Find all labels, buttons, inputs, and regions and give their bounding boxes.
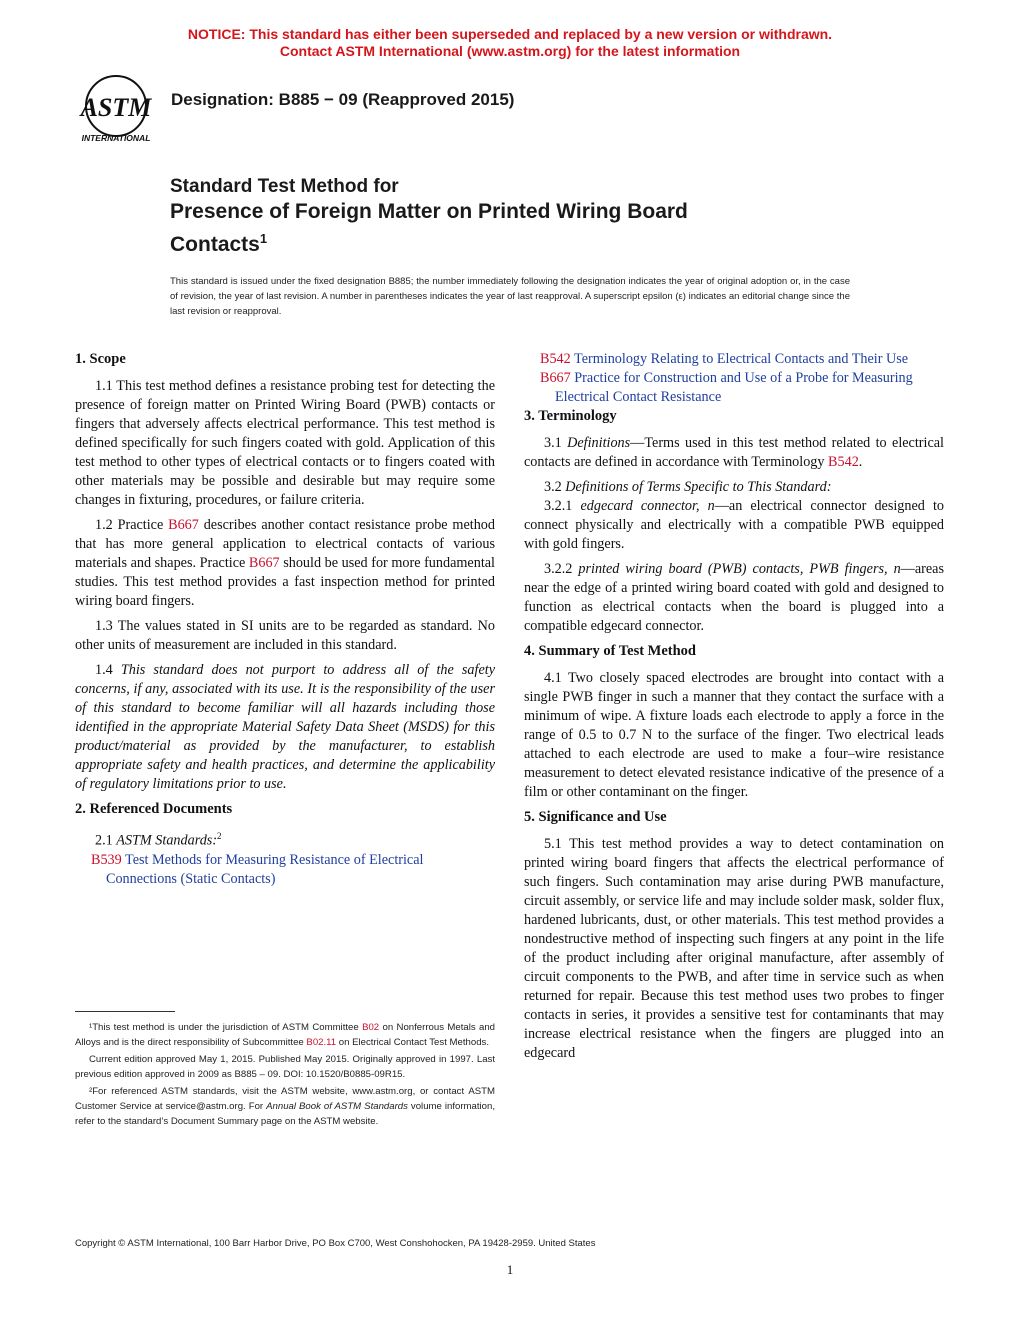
scope-1-4-num: 1.4	[95, 662, 121, 678]
withdrawal-notice	[0, 26, 1020, 60]
designation: Designation: B885 − 09 (Reapproved 2015)	[171, 90, 515, 109]
term-3-1-em: Definitions	[567, 435, 631, 451]
ref-b539	[75, 851, 495, 889]
title-footnote-mark: 1	[259, 231, 268, 246]
significance-5-1: 5.1 This test method provides a way to detect contamination on printed wiring board fingers that affects the electrical performance of such fingers. Such contamination may arise during PWB manufacture, circuit assembly, or service life and may include solder mask, solder flux, hardened lubricants, dust, or other materials. This test method provides a nondestructive method of inspecting such fingers at any point in the life of the product including after original manufacture, after assembly of circuit components to the PWB, and after time in service such as when returned for repair. Because this test method uses two probes to finger contacts in series, it provides a sensitive test for contaminants that may increase electrical resistance when the fingers are plugged into an edgecard	[524, 836, 944, 1061]
terminology-heading: 3. Terminology	[524, 408, 617, 424]
copyright: Copyright © ASTM International, 100 Barr Harbor Drive, PO Box C700, West Conshohocken, PA 19428-2959. United States	[75, 1238, 596, 1249]
b667-ref-link[interactable]: B667	[540, 370, 571, 386]
term-3-1-num: 3.1	[544, 435, 568, 451]
scope-1-2-b: describes another contact resistance probe method that has more general application to electrical contacts of various materials and shapes. Practice	[75, 517, 495, 571]
term-3-2-num: 3.2	[544, 479, 566, 495]
term-3-1-a: —Terms used in this test method related to electrical contacts are defined in accordance with Terminology	[524, 435, 945, 470]
fn2-a: ²For referenced ASTM standards, visit the ASTM website, www.astm.org, or contact ASTM Customer Service at service@astm.org. For	[75, 1086, 495, 1112]
term-3-2-em: Definitions of Terms Specific to This Standard:	[565, 479, 832, 495]
term-3-2-2-num: 3.2.2	[544, 561, 579, 577]
b542-term-link[interactable]: B542	[828, 454, 859, 470]
term-3-1	[524, 434, 944, 472]
summary-heading: 4. Summary of Test Method	[524, 643, 696, 659]
scope-1-2-c: should be used for more fundamental studies. This test method provides a fast inspection method for printed wiring board fingers.	[75, 555, 495, 609]
ref-b667	[524, 369, 944, 407]
term-3-2-1-num: 3.2.1	[544, 498, 581, 514]
ref-b542	[524, 350, 944, 369]
scope-1-4	[75, 661, 495, 794]
scope-1-2-a: 1.2 Practice	[95, 517, 169, 533]
scope-1-2	[75, 516, 495, 611]
notice-line-1: NOTICE: This standard has either been superseded and replaced by a new version or withdrawn.	[187, 26, 833, 42]
document-title	[170, 175, 688, 258]
logo-text: ASTM	[80, 93, 152, 122]
term-3-2	[524, 478, 944, 497]
b667-title[interactable]: Practice for Construction and Use of a Probe for Measuring Electrical Contact Resistance	[555, 370, 913, 405]
title-line-3	[170, 225, 688, 258]
term-3-2-2-em: printed wiring board (PWB) contacts, PWB fingers, n	[578, 561, 901, 577]
fn2-b: volume information, refer to the standard’s Document Summary page on the ASTM website.	[75, 1101, 495, 1127]
left-column	[75, 350, 495, 889]
b667-link-2[interactable]: B667	[248, 555, 280, 571]
b539-title[interactable]: Test Methods for Measuring Resistance of Electrical Connections (Static Contacts)	[106, 851, 424, 887]
astm-standards	[75, 827, 495, 851]
title-line-1: Standard Test Method for	[170, 176, 399, 197]
b539-link[interactable]: B539	[91, 851, 122, 868]
b02-11-link[interactable]: B02.11	[306, 1037, 337, 1048]
term-3-2-2	[524, 560, 944, 636]
summary-4-1: 4.1 Two closely spaced electrodes are brought into contact with a single PWB finger in such a manner that they contact the surface with a minimum of wipe. A fixture loads each electrode to apply a force in the range of 0.5 to 0.7 N to the surface of the finger. Two electrical leads attached to each electrode are used to make a four–wire resistance measurement to detect elevated resistance indicative of the presence of a film or other contaminant on the finger.	[524, 670, 944, 800]
page-number: 1	[506, 1262, 514, 1277]
scope-1-3: 1.3 The values stated in SI units are to be regarded as standard. No other units of measurement are included in this standard.	[75, 618, 495, 653]
fn1-a: ¹This test method is under the jurisdiction of ASTM Committee	[89, 1022, 363, 1033]
footnotes	[75, 1020, 495, 1131]
title-line-2: Presence of Foreign Matter on Printed Wiring Board	[170, 200, 688, 223]
logo-subtitle: INTERNATIONAL	[81, 133, 151, 143]
term-3-2-1-text: —an electrical connector designed to connect physically and electrically with a compatible PWB equipped with gold fingers.	[524, 498, 944, 552]
fn2-em: Annual Book of ASTM Standards	[266, 1101, 408, 1112]
footnote-2	[75, 1084, 495, 1129]
term-3-2-1-em: edgecard connector, n	[580, 498, 715, 514]
footnote-1-edition: Current edition approved May 1, 2015. Published May 2015. Originally approved in 1997. Last previous edition approved in 2009 as B885 – 09. DOI: 10.1520/B0885-09R15.	[75, 1054, 495, 1080]
fn1-b: on Nonferrous Metals and Alloys and is the direct responsibility of Subcommittee	[75, 1022, 495, 1048]
footnote-divider	[75, 1011, 175, 1012]
b542-link[interactable]: B542	[540, 351, 571, 367]
b02-link[interactable]: B02	[362, 1022, 380, 1033]
ref-2-1-text: ASTM Standards:	[116, 832, 218, 849]
scope-heading: 1. Scope	[75, 351, 126, 367]
referenced-heading: 2. Referenced Documents	[75, 801, 233, 817]
ref-2-1-mark: 2	[217, 831, 222, 841]
scope-1-4-text: This standard does not purport to address all of the safety concerns, if any, associated with its use. It is the responsibility of the user of this standard to become familiar will all hazards including those identified in the appropriate Material Safety Data Sheet (MSDS) for this product/material as provided by the manufacturer, to establish appropriate safety and health practices, and determine the applicability of regulatory limitations prior to use.	[75, 662, 495, 792]
significance-heading: 5. Significance and Use	[524, 809, 667, 825]
title-line-3-text: Contacts	[170, 233, 260, 256]
right-column	[524, 350, 944, 1069]
b667-link[interactable]: B667	[168, 517, 199, 533]
fn1-c: on Electrical Contact Test Methods.	[336, 1037, 489, 1048]
issue-note: This standard is issued under the fixed designation B885; the number immediately following the designation indicates the year of original adoption or, in the case of revision, the year of last revision. A number in parentheses indicates the year of last reapproval. A superscript epsilon (ε) indicates an editorial change since the last revision or reapproval.	[170, 276, 850, 317]
term-3-1-b: .	[858, 454, 863, 470]
scope-1-1: 1.1 This test method defines a resistance probing test for detecting the presence of foreign matter on Printed Wiring Board (PWB) contacts or fingers that adversely affects electrical performance. This test method is defined specifically for such fingers coated with gold. Application of this test method to other types of electrical contacts or to fingers coated with other materials may be possible and desirable but may require some changes in fixturing, procedures, or failure criteria.	[75, 378, 495, 508]
astm-logo-icon	[72, 74, 162, 144]
b542-title[interactable]: Terminology Relating to Electrical Contacts and Their Use	[570, 351, 909, 367]
term-3-2-1	[524, 497, 944, 554]
footnote-1	[75, 1020, 495, 1050]
ref-2-1-num: 2.1	[95, 832, 117, 849]
term-3-2-2-text: —areas near the edge of a printed wiring board coated with gold and designed to function as electrical contacts when the board is plugged into a compatible edgecard connector.	[524, 561, 944, 634]
notice-line-2: Contact ASTM International (www.astm.org) for the latest information	[279, 43, 741, 59]
